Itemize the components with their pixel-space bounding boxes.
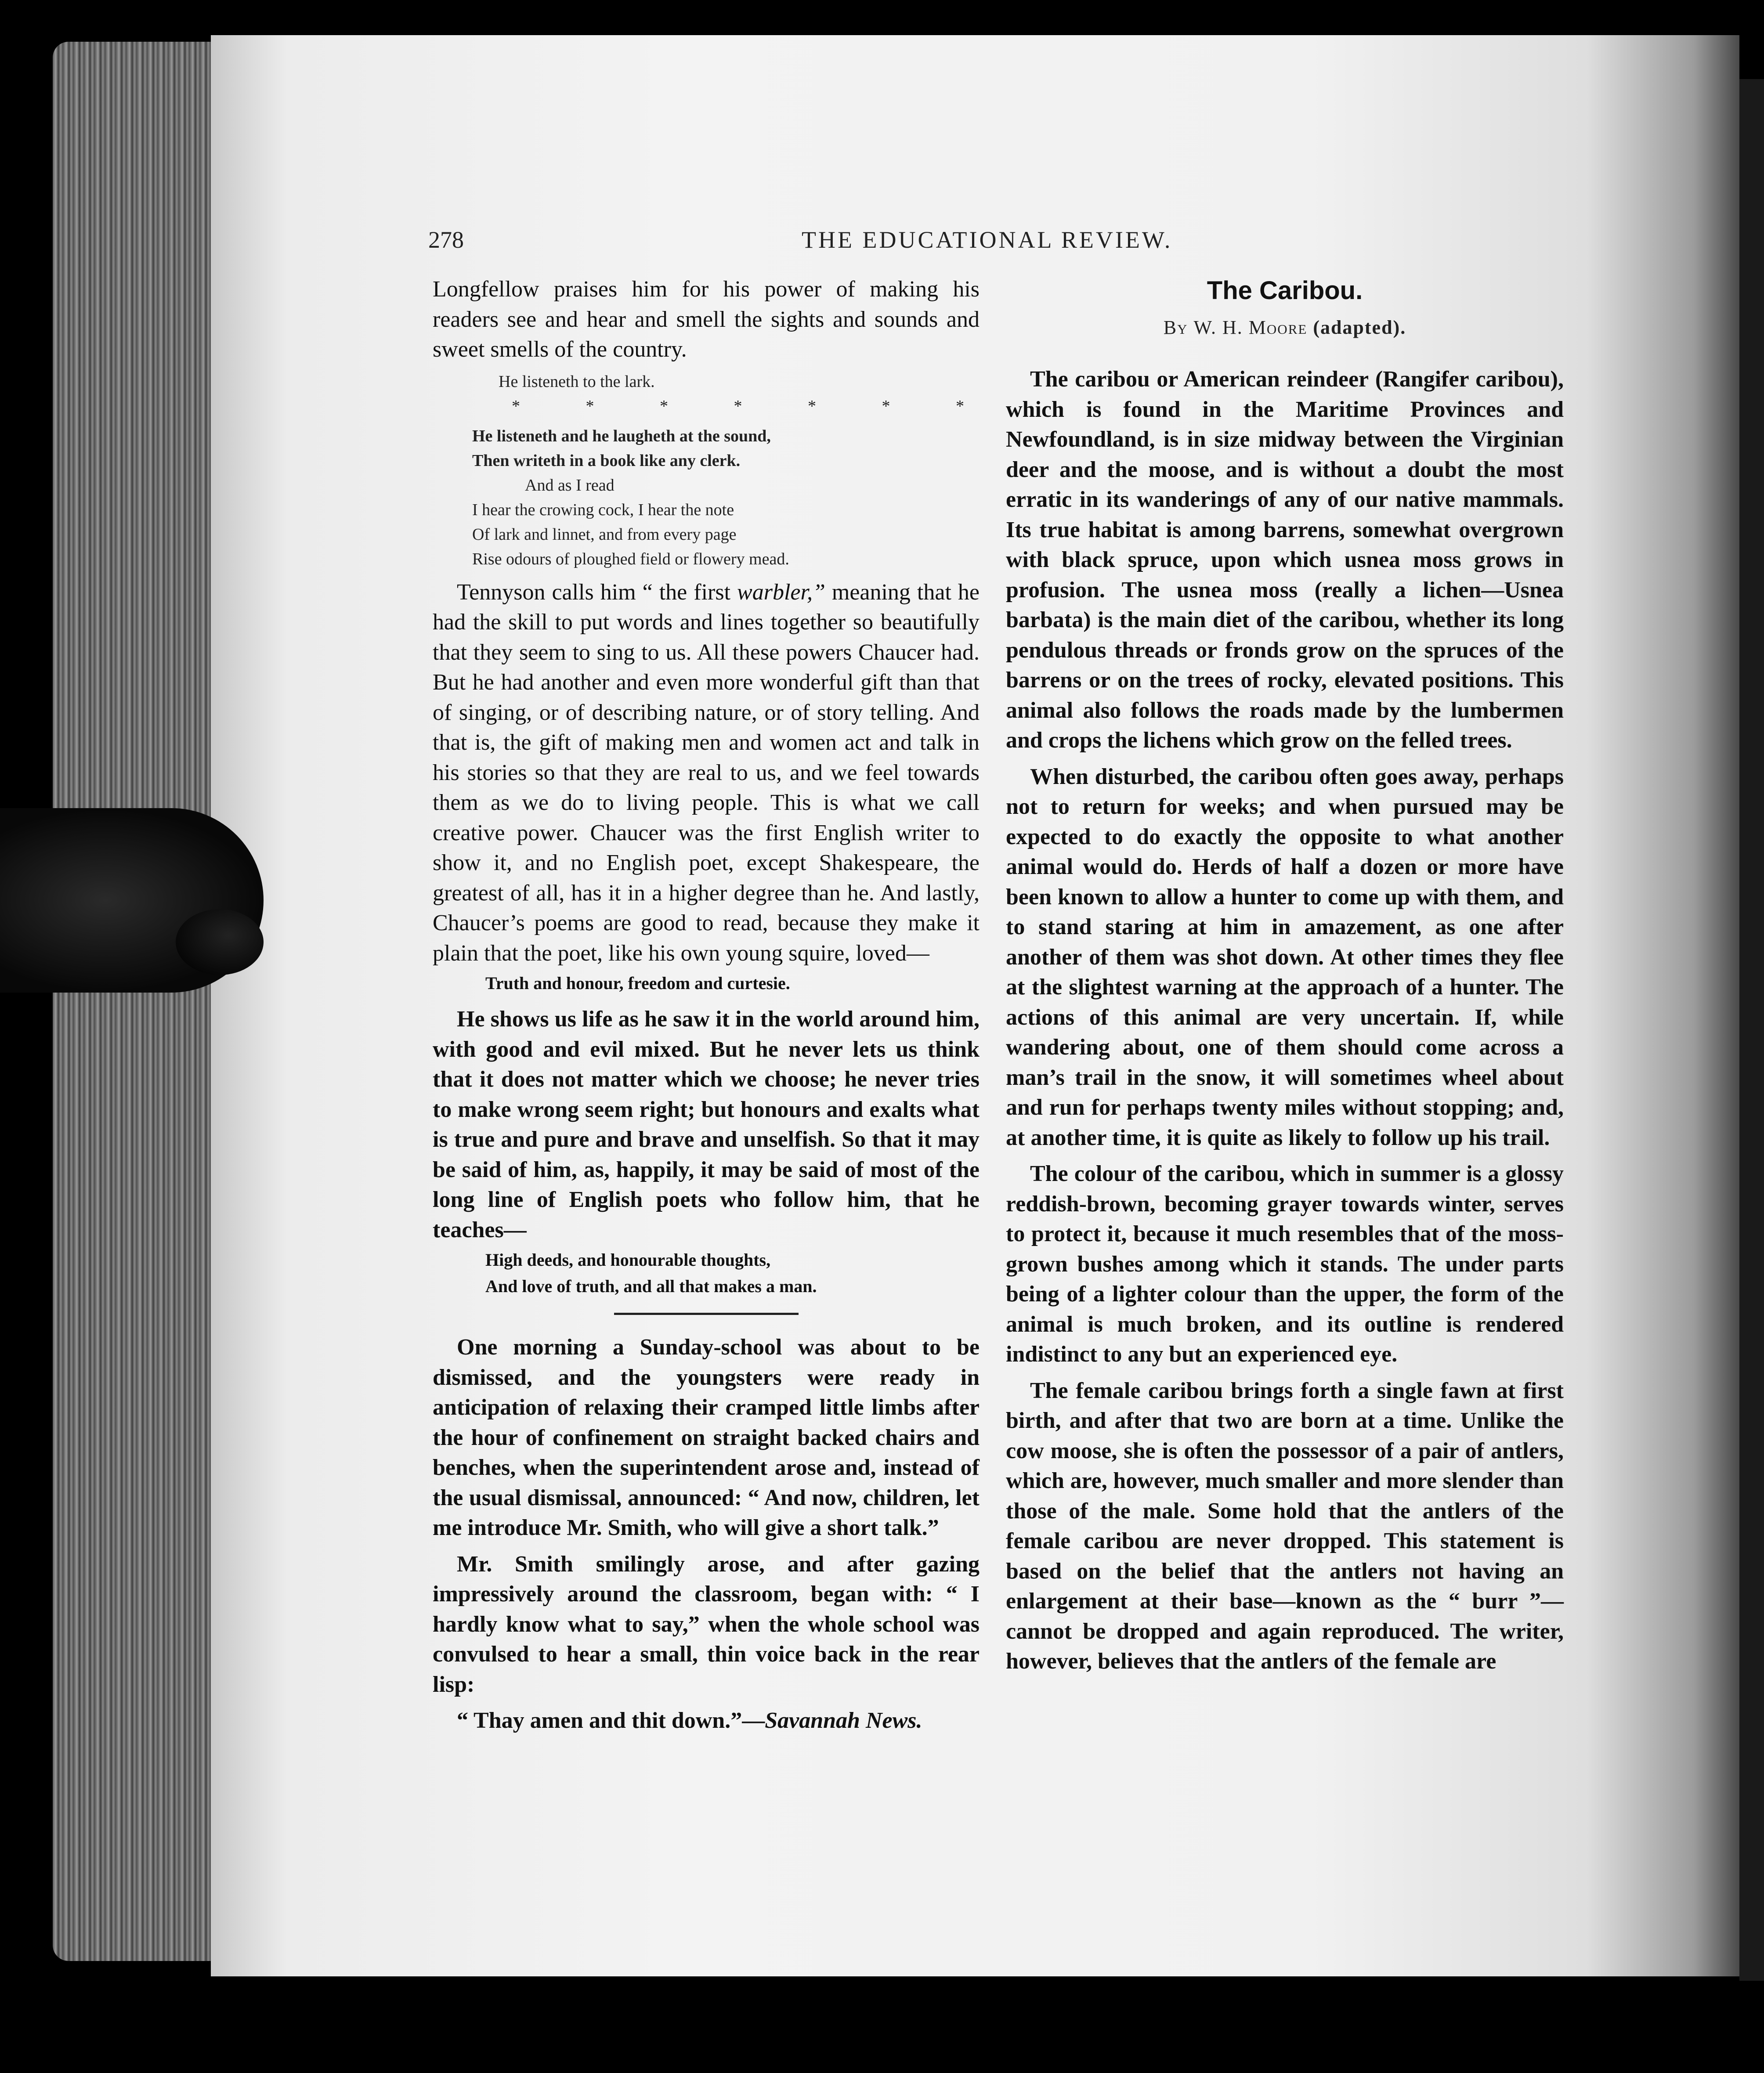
book-page-edges bbox=[53, 42, 237, 1961]
poem-line: Of lark and linnet, and from every page bbox=[472, 525, 737, 544]
paragraph-mr-smith: Mr. Smith smilingly arose, and after gazing impressively around the classroom, began with: “ I hardly know what to say,” when the whole school was convulsed to hear a small, thin voice back in the rear lisp: bbox=[433, 1551, 980, 1697]
paragraph-text: “ Thay amen and thit down.”— bbox=[457, 1708, 765, 1733]
paragraph-when-disturbed: When disturbed, the caribou often goes away, perhaps not to return for weeks; and when pursued may be expected to do exactly the opposite to what another animal would do. Herds of half a dozen or more have been known to allow a hunter to come up with them, and to stand staring at him in amazement, as one after another of them was shot down. At other times they flee at the slightest warning at the approach of a hunter. The actions of this animal are very uncertain. If, while wandering about, one of them should come across a man’s trail in the snow, it will sometimes wheel about and run for perhaps twenty miles without stopping; and, at another time, it is quite as likely to follow up his trail. bbox=[1006, 764, 1564, 1150]
source-attribution: Savannah News. bbox=[765, 1708, 922, 1733]
section-divider bbox=[614, 1313, 799, 1315]
poem-line: I hear the crowing cock, I hear the note bbox=[472, 500, 734, 519]
paragraph-caribou-intro: The caribou or American reindeer (Rangifer caribou), which is found in the Maritime Provinces and Newfoundland, is in size midway between the Virginian deer and the moose, and is without a doubt the most erratic in its wanderings of any of our native mammals. Its true habitat is among barrens, somewhat overgrown with black spruce, upon which usnea moss grows in profusion. The usnea moss (really a lichen—Usnea barbata) is the main diet of the caribou, whether its long pendulous threads or fronds grow on the spruces of the barrens or on the trees of rocky, elevated positions. This animal also follows the roads made by the lumbermen and crops the lichens which grow on the felled trees. bbox=[1006, 367, 1564, 753]
italic-word: warbler,” bbox=[737, 579, 825, 605]
poem-line: And as I read bbox=[525, 476, 615, 495]
poem-line: He listeneth to the lark. bbox=[499, 372, 655, 391]
facing-page-edge bbox=[1739, 79, 1764, 1981]
byline-note: (adapted). bbox=[1313, 317, 1406, 338]
paragraph-female-caribou: The female caribou brings forth a single fawn at first birth, and after that two are born at a time. Unlike the cow moose, she is often the possessor of a pair of antlers, which are, however, much smaller and more slender than those of the male. Some hold that the antlers of the female caribou are never dropped. This statement is based on the belief that the antlers not having an enlargement at their base—known as the “ burr ”—cannot be dropped and again reproduced. The writer, however, believes that the antlers of the female are bbox=[1006, 1378, 1564, 1674]
paragraph-sunday-school: One morning a Sunday-school was about to be dismissed, and the youngsters were ready in anticipation of relaxing their cramped little limbs after the hour of confinement on straight backed chairs and benches, when the superintendent arose and, instead of the usual dismissal, announced: “ And now, children, let me introduce Mr. Smith, who will give a short talk.” bbox=[433, 1335, 980, 1540]
thumb-tip-shadow bbox=[176, 909, 264, 975]
right-column bbox=[1006, 365, 1564, 1677]
poem-high-deeds bbox=[485, 1247, 980, 1300]
left-column bbox=[433, 274, 980, 1736]
ellipsis-stars: * * * * * * * bbox=[512, 397, 964, 415]
poem-line: Rise odours of ploughed field or flowery mead. bbox=[472, 549, 789, 568]
poem-line: He listeneth and he laugheth at the sound, bbox=[472, 426, 771, 445]
byline bbox=[1006, 316, 1564, 339]
article-title: The Caribou. bbox=[1207, 276, 1363, 305]
paragraph-tennyson bbox=[433, 578, 980, 969]
poem-line: Then writeth in a book like any clerk. bbox=[472, 451, 741, 470]
paragraph-text: meaning that he had the skill to put words and lines together so beautifully that they seem to sing to us. All these powers Chaucer had. But he had another and even more wonderful gift than that of singing, or of describing nature, or of story telling. And that is, the gift of making men and women act and talk in his stories so that they are real to us, and we feel towards them as we do to living people. This is what we call creative power. Chaucer was the first English writer to show it, and no English poet, except Shakespeare, the greatest of all, has it in a higher degree than he. And lastly, Chaucer’s poems are good to read, because they make it plain that the poet, like his own young squire, loved— bbox=[433, 579, 980, 966]
poem-line: And love of truth, and all that makes a man. bbox=[485, 1276, 817, 1296]
paragraph-text: Tennyson calls him “ the first bbox=[457, 579, 737, 605]
running-head: THE EDUCATIONAL REVIEW. bbox=[802, 227, 1173, 253]
paragraph-longfellow: Longfellow praises him for his power of making his readers see and hear and smell the sights and sounds and sweet smells of the country. bbox=[433, 277, 980, 362]
paragraph-punchline bbox=[433, 1706, 980, 1736]
paragraph-colour: The colour of the caribou, which in summer is a glossy reddish-brown, becoming grayer towards winter, serves to protect it, because it much resembles that of the moss-grown bushes among which it stands. The under parts being of a lighter colour than the upper, the form of the animal is much broken, and its outline is rendered indistinct to any but an experienced eye. bbox=[1006, 1161, 1564, 1367]
quote-line: Truth and honour, freedom and curtesie. bbox=[485, 973, 790, 993]
page-number: 278 bbox=[428, 227, 464, 253]
quote-curtesie bbox=[485, 970, 980, 997]
byline-by: By bbox=[1163, 317, 1188, 338]
byline-author: W. H. Moore bbox=[1193, 317, 1308, 338]
paragraph-he-shows-us: He shows us life as he saw it in the world around him, with good and evil mixed. But he never lets us think that it does not matter which we choose; he never tries to make wrong seem right; but honours and exalts what is true and pure and brave and unselfish. So that it may be said of him, as, happily, it may be said of most of the long line of English poets who follow him, that he teaches— bbox=[433, 1007, 980, 1242]
poem-chaucer-excerpt bbox=[472, 369, 980, 571]
poem-line: High deeds, and honourable thoughts, bbox=[485, 1250, 771, 1270]
